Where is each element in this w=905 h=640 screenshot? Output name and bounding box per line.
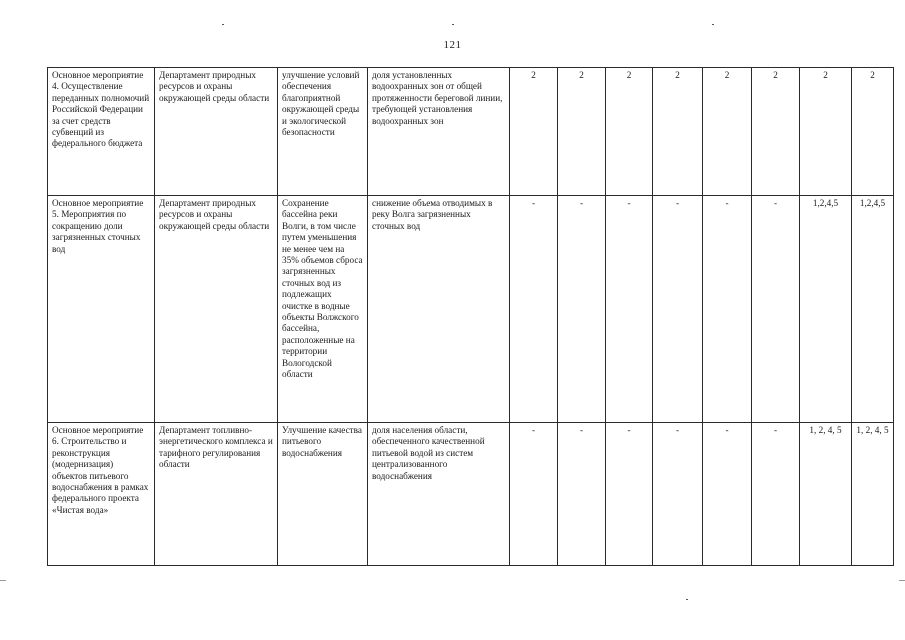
table-row [48,68,894,196]
value-cell: - [653,423,703,566]
event-cell: Основное мероприятие 5. Мероприятия по сокращению доли загрязненных сточных вод [48,196,155,423]
value-cell: 1, 2, 4, 5 [852,423,894,566]
value-cell: 1, 2, 4, 5 [800,423,852,566]
value-cell: 2 [558,68,606,196]
goal-cell: Сохранение бассейна реки Волги, в том числе путем уменьшения не менее чем на 35% объемов сброса загрязненных сточных вод из подлежащих очистке в водные объекты Волжского бассейна, расположенные на территории Вологодской области [278,196,368,423]
value-cell: - [606,423,653,566]
table-row [48,196,894,423]
value-cell: - [703,423,752,566]
table-row [48,423,894,566]
executor-cell: Департамент топливно-энергетического комплекса и тарифного регулирования области [155,423,278,566]
value-cell: 2 [510,68,558,196]
indicator-cell: снижение объема отводимых в реку Волга загрязненных сточных вод [368,196,510,423]
value-cell: 2 [800,68,852,196]
value-cell: 2 [653,68,703,196]
indicator-cell: доля населения области, обеспеченного качественной питьевой водой из систем централизованного водоснабжения [368,423,510,566]
value-cell: - [752,196,800,423]
indicator-cell: доля установленных водоохранных зон от общей протяженности береговой линии, требующей установления водоохранных зон [368,68,510,196]
value-cell: 2 [703,68,752,196]
value-cell: 2 [852,68,894,196]
executor-cell: Департамент природных ресурсов и охраны окружающей среды области [155,68,278,196]
value-cell: - [653,196,703,423]
value-cell: - [558,196,606,423]
value-cell: - [752,423,800,566]
page-number: 121 [443,39,462,51]
program-events-table [47,67,894,566]
executor-cell: Департамент природных ресурсов и охраны окружающей среды области [155,196,278,423]
value-cell: 1,2,4,5 [852,196,894,423]
value-cell: 2 [606,68,653,196]
value-cell: - [510,423,558,566]
value-cell: 2 [752,68,800,196]
value-cell: - [558,423,606,566]
event-cell: Основное мероприятие 6. Строительство и реконструкция (модернизация) объектов питьевого водоснабжения в рамках федерального проекта «Чистая вода» [48,423,155,566]
event-cell: Основное мероприятие 4. Осуществление переданных полномочий Российской Федерации за счет средств субвенций из федерального бюджета [48,68,155,196]
goal-cell: Улучшение качества питьевого водоснабжения [278,423,368,566]
value-cell: 1,2,4,5 [800,196,852,423]
value-cell: - [606,196,653,423]
value-cell: - [703,196,752,423]
value-cell: - [510,196,558,423]
goal-cell: улучшение условий обеспечения благоприятной окружающей среды и экологической безопасности [278,68,368,196]
